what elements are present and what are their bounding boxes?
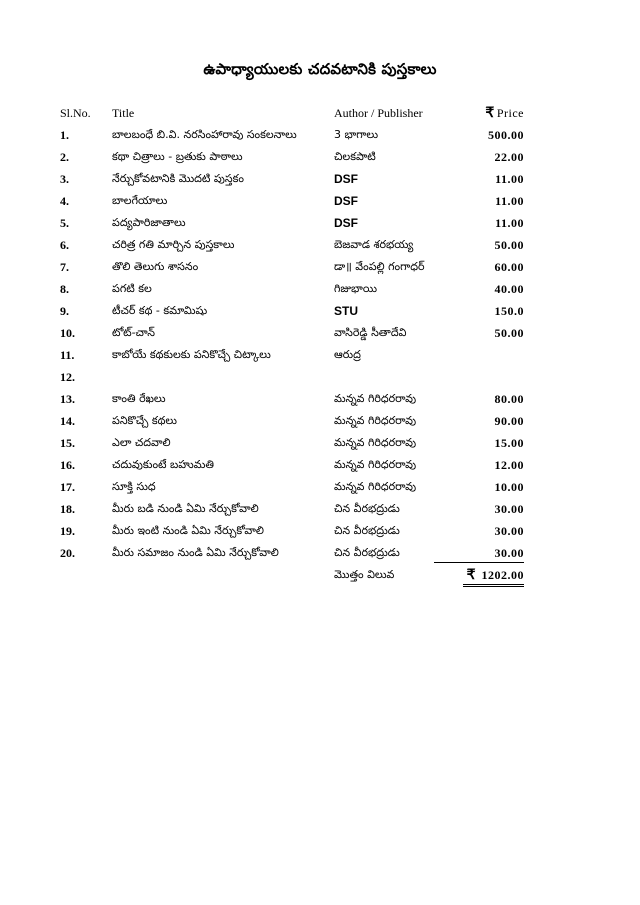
row-price: 60.00 bbox=[494, 260, 524, 274]
table-row bbox=[60, 366, 530, 388]
row-title: టోట్-చాన్ bbox=[112, 326, 155, 339]
row-number: 19. bbox=[60, 524, 75, 538]
row-price: 22.00 bbox=[494, 150, 524, 164]
row-author: వాసిరెడ్డి సీతాదేవి bbox=[334, 326, 407, 339]
header-author: Author / Publisher bbox=[334, 106, 423, 120]
total-label: మొత్తం విలువ bbox=[334, 568, 395, 581]
table-row bbox=[60, 542, 530, 564]
rupee-icon: ₹ bbox=[485, 106, 495, 121]
row-author: గిజుభాయి bbox=[334, 282, 377, 295]
row-title: టీచర్ కథ - కమామిషు bbox=[112, 304, 208, 317]
row-author: మన్నవ గిరిధరరావు bbox=[334, 392, 417, 405]
row-number: 18. bbox=[60, 502, 75, 516]
row-price: 11.00 bbox=[495, 194, 524, 208]
row-price: 80.00 bbox=[494, 392, 524, 406]
row-number: 16. bbox=[60, 458, 75, 472]
row-author: చిన వీరభద్రుడు bbox=[334, 502, 400, 515]
row-title: ఎలా చదవాలి bbox=[112, 436, 171, 449]
table-row bbox=[60, 146, 530, 168]
table-row bbox=[60, 300, 530, 322]
table-row bbox=[60, 520, 530, 542]
table-row bbox=[60, 256, 530, 278]
row-number: 8. bbox=[60, 282, 69, 296]
total-price bbox=[463, 564, 524, 587]
row-author: 3 భాగాలు bbox=[334, 128, 379, 141]
row-price: 10.00 bbox=[494, 480, 524, 494]
row-title: కాబోయే కథకులకు పనికొచ్చే చిట్కాలు bbox=[112, 348, 271, 361]
rupee-icon: ₹ bbox=[466, 568, 476, 583]
row-title: బాలగేయాలు bbox=[112, 194, 168, 207]
row-title: చరిత్ర గతి మార్చిన పుస్తకాలు bbox=[112, 238, 235, 251]
header-title: Title bbox=[112, 106, 135, 120]
row-price: 30.00 bbox=[494, 502, 524, 516]
row-title: నేర్చుకోవటానికి మొదటి పుస్తకం bbox=[112, 172, 244, 185]
row-title: కథా చిత్రాలు - బ్రతుకు పాఠాలు bbox=[112, 150, 243, 163]
table-row bbox=[60, 168, 530, 190]
row-title: పనికొచ్చే కథలు bbox=[112, 414, 177, 427]
row-number: 1. bbox=[60, 128, 69, 142]
row-title: పగటి కల bbox=[112, 282, 152, 295]
row-title: మీరు సమాజం నుండి ఏమి నేర్చుకోవాలి bbox=[112, 546, 279, 559]
header-price-label: Price bbox=[496, 106, 524, 120]
table-row bbox=[60, 344, 530, 366]
row-price: 90.00 bbox=[494, 414, 524, 428]
row-title: బాలబంధే బి.వి. నరసింహారావు సంకలనాలు bbox=[112, 128, 297, 141]
row-author: మన్నవ గిరిధరరావు bbox=[334, 458, 417, 471]
row-price: 15.00 bbox=[494, 436, 524, 450]
row-title: కాంతి రేఖలు bbox=[112, 392, 166, 405]
row-price: 11.00 bbox=[495, 216, 524, 230]
row-author: బెజవాడ శరభయ్య bbox=[334, 238, 414, 251]
table-row bbox=[60, 388, 530, 410]
row-number: 14. bbox=[60, 414, 75, 428]
row-title: చదువుకుంటే బహుమతి bbox=[112, 458, 214, 471]
books-table bbox=[60, 102, 530, 586]
row-price: 11.00 bbox=[495, 172, 524, 186]
row-price: 500.00 bbox=[488, 128, 524, 142]
row-author: డా॥ వేంపల్లి గంగాధర్ bbox=[334, 260, 425, 273]
row-number: 13. bbox=[60, 392, 75, 406]
table-body bbox=[60, 124, 530, 564]
row-number: 3. bbox=[60, 172, 69, 186]
row-number: 4. bbox=[60, 194, 69, 208]
total-amount: 1202.00 bbox=[481, 568, 524, 582]
row-author: చిన వీరభద్రుడు bbox=[334, 546, 400, 559]
table-row bbox=[60, 234, 530, 256]
row-title: పద్యపారిజాతాలు bbox=[112, 216, 186, 229]
row-number: 9. bbox=[60, 304, 69, 318]
row-price: 40.00 bbox=[494, 282, 524, 296]
table-row bbox=[60, 498, 530, 520]
row-number: 7. bbox=[60, 260, 69, 274]
row-author: చిలకపాటి bbox=[334, 150, 376, 163]
row-number: 5. bbox=[60, 216, 69, 230]
row-price: 30.00 bbox=[434, 544, 524, 563]
row-number: 15. bbox=[60, 436, 75, 450]
table-row bbox=[60, 432, 530, 454]
row-price: 12.00 bbox=[494, 458, 524, 472]
row-author: చిన వీరభద్రుడు bbox=[334, 524, 400, 537]
row-title: మీరు ఇంటి నుండి ఏమి నేర్చుకోవాలి bbox=[112, 524, 264, 537]
table-row bbox=[60, 278, 530, 300]
table-row bbox=[60, 476, 530, 498]
row-number: 6. bbox=[60, 238, 69, 252]
header-slno: Sl.No. bbox=[60, 106, 91, 120]
row-price: 50.00 bbox=[494, 326, 524, 340]
total-amount-box bbox=[463, 567, 524, 587]
row-author: మన్నవ గిరిధరరావు bbox=[334, 480, 417, 493]
row-author: ఆరుద్ర bbox=[334, 348, 361, 361]
row-title: సూక్తి సుధ bbox=[112, 480, 156, 493]
row-price: 150.0 bbox=[494, 304, 524, 318]
table-row bbox=[60, 124, 530, 146]
row-author: మన్నవ గిరిధరరావు bbox=[334, 436, 417, 449]
row-author: DSF bbox=[334, 194, 358, 208]
header-price bbox=[434, 102, 524, 125]
table-row bbox=[60, 322, 530, 344]
table-row bbox=[60, 454, 530, 476]
row-price: 30.00 bbox=[494, 524, 524, 538]
row-number: 20. bbox=[60, 546, 75, 560]
table-row bbox=[60, 190, 530, 212]
document-title: ఉపాధ్యాయులకు చదవటానికి పుస్తకాలు bbox=[203, 60, 437, 78]
total-row bbox=[60, 564, 530, 586]
row-number: 12. bbox=[60, 370, 75, 384]
table-row bbox=[60, 410, 530, 432]
row-author: DSF bbox=[334, 216, 358, 230]
row-price: 50.00 bbox=[494, 238, 524, 252]
row-author: మన్నవ గిరిధరరావు bbox=[334, 414, 417, 427]
row-number: 2. bbox=[60, 150, 69, 164]
row-title: మీరు బడి నుండి ఏమి నేర్చుకోవాలి bbox=[112, 502, 259, 515]
row-number: 17. bbox=[60, 480, 75, 494]
row-number: 10. bbox=[60, 326, 75, 340]
row-number: 11. bbox=[60, 348, 75, 362]
row-author: STU bbox=[334, 304, 358, 318]
table-header bbox=[60, 102, 530, 124]
table-row bbox=[60, 212, 530, 234]
row-author: DSF bbox=[334, 172, 358, 186]
row-title: తొలి తెలుగు శాసనం bbox=[112, 260, 199, 273]
